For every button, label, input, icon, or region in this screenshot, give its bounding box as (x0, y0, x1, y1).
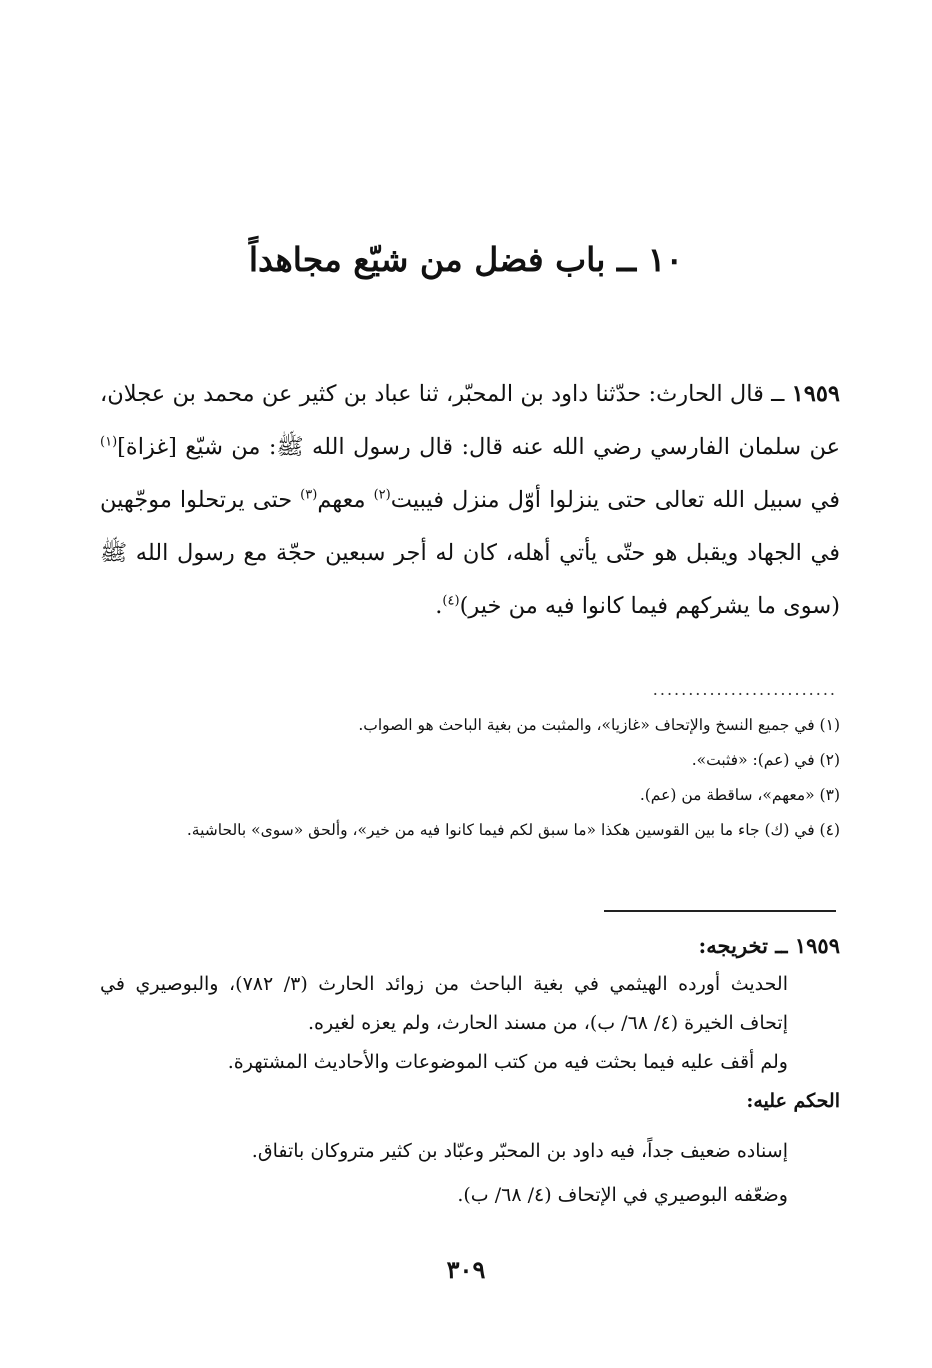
takhrij-heading: ١٩٥٩ ــ تخريجه: (698, 933, 840, 958)
hadith-text-part: حتى يرتحلوا موجّهين في الجهاد ويقبل هو حتّى يأتي أهله، كان له أجر سبعين حجّة مع رسول الله ﷺ (سوى ما يشركهم فيما كانوا فيه من خير) (100, 487, 840, 619)
hadith-text-part: . (435, 593, 443, 619)
hadith-text-part: ــ قال الحارث: حدّثنا داود بن المحبّر، ثنا عباد بن كثير عن محمد بن عجلان، عن سلمان الفارسي رضي الله عنه قال: قال رسول الله ﷺ: من شيّع [غزاة] (100, 381, 840, 460)
hadith-number: ١٩٥٩ (791, 381, 840, 407)
footnote-ref: (١) (100, 434, 118, 450)
section-divider (604, 910, 836, 912)
hadith-text-part: في سبيل الله تعالى حتى ينزلوا أوّل منزل فيبيت (390, 487, 840, 513)
page-number: ٣٠٩ (446, 1255, 486, 1284)
ruling-body (100, 1129, 840, 1217)
hadith-text-part: معهم (317, 487, 374, 513)
ruling-line: إسناده ضعيف جداً، فيه داود بن المحبّر وعبّاد بن كثير متروكان باتفاق. (251, 1140, 788, 1162)
footnote: (٤) في (ك) جاء ما بين القوسين هكذا «ما سبق لكم فيما كانوا فيه من خير»، وألحق «سوى» بالحاشية. (186, 821, 840, 839)
footnote: (٣) «معهم»، ساقطة من (عم). (639, 786, 840, 804)
ruling-line: وضعّفه البوصيري في الإتحاف (٤/ ٦٨/ ب). (457, 1184, 788, 1206)
footnote-separator: .......................... (652, 680, 837, 699)
footnote-ref: (٢) (373, 487, 391, 503)
hadith-text (100, 368, 840, 633)
ruling-label: الحكم عليه: (746, 1090, 840, 1112)
takhrij-paragraph: الحديث أورده الهيثمي في بغية الباحث من زوائد الحارث (٣/ ٧٨٢)، والبوصيري في إتحاف الخيرة (٤/ ٦٨/ ب)، من مسند الحارث، ولم يعزه لغيره. (100, 973, 788, 1034)
chapter-title: ١٠ ــ باب فضل من شيّع مجاهداً (248, 240, 684, 279)
footnote: (٢) في (عم): «فثبت». (691, 751, 840, 769)
footnote: (١) في جميع النسخ والإتحاف «غازيا»، والمثبت من بغية الباحث هو الصواب. (358, 716, 840, 734)
takhrij-section (100, 926, 840, 1217)
takhrij-paragraph: ولم أقف عليه فيما بحثت فيه من كتب الموضوعات والأحاديث المشتهرة. (227, 1051, 788, 1073)
footnote-ref: (٣) (300, 487, 318, 503)
footnotes (110, 708, 840, 848)
footnote-ref: (٤) (442, 593, 460, 609)
